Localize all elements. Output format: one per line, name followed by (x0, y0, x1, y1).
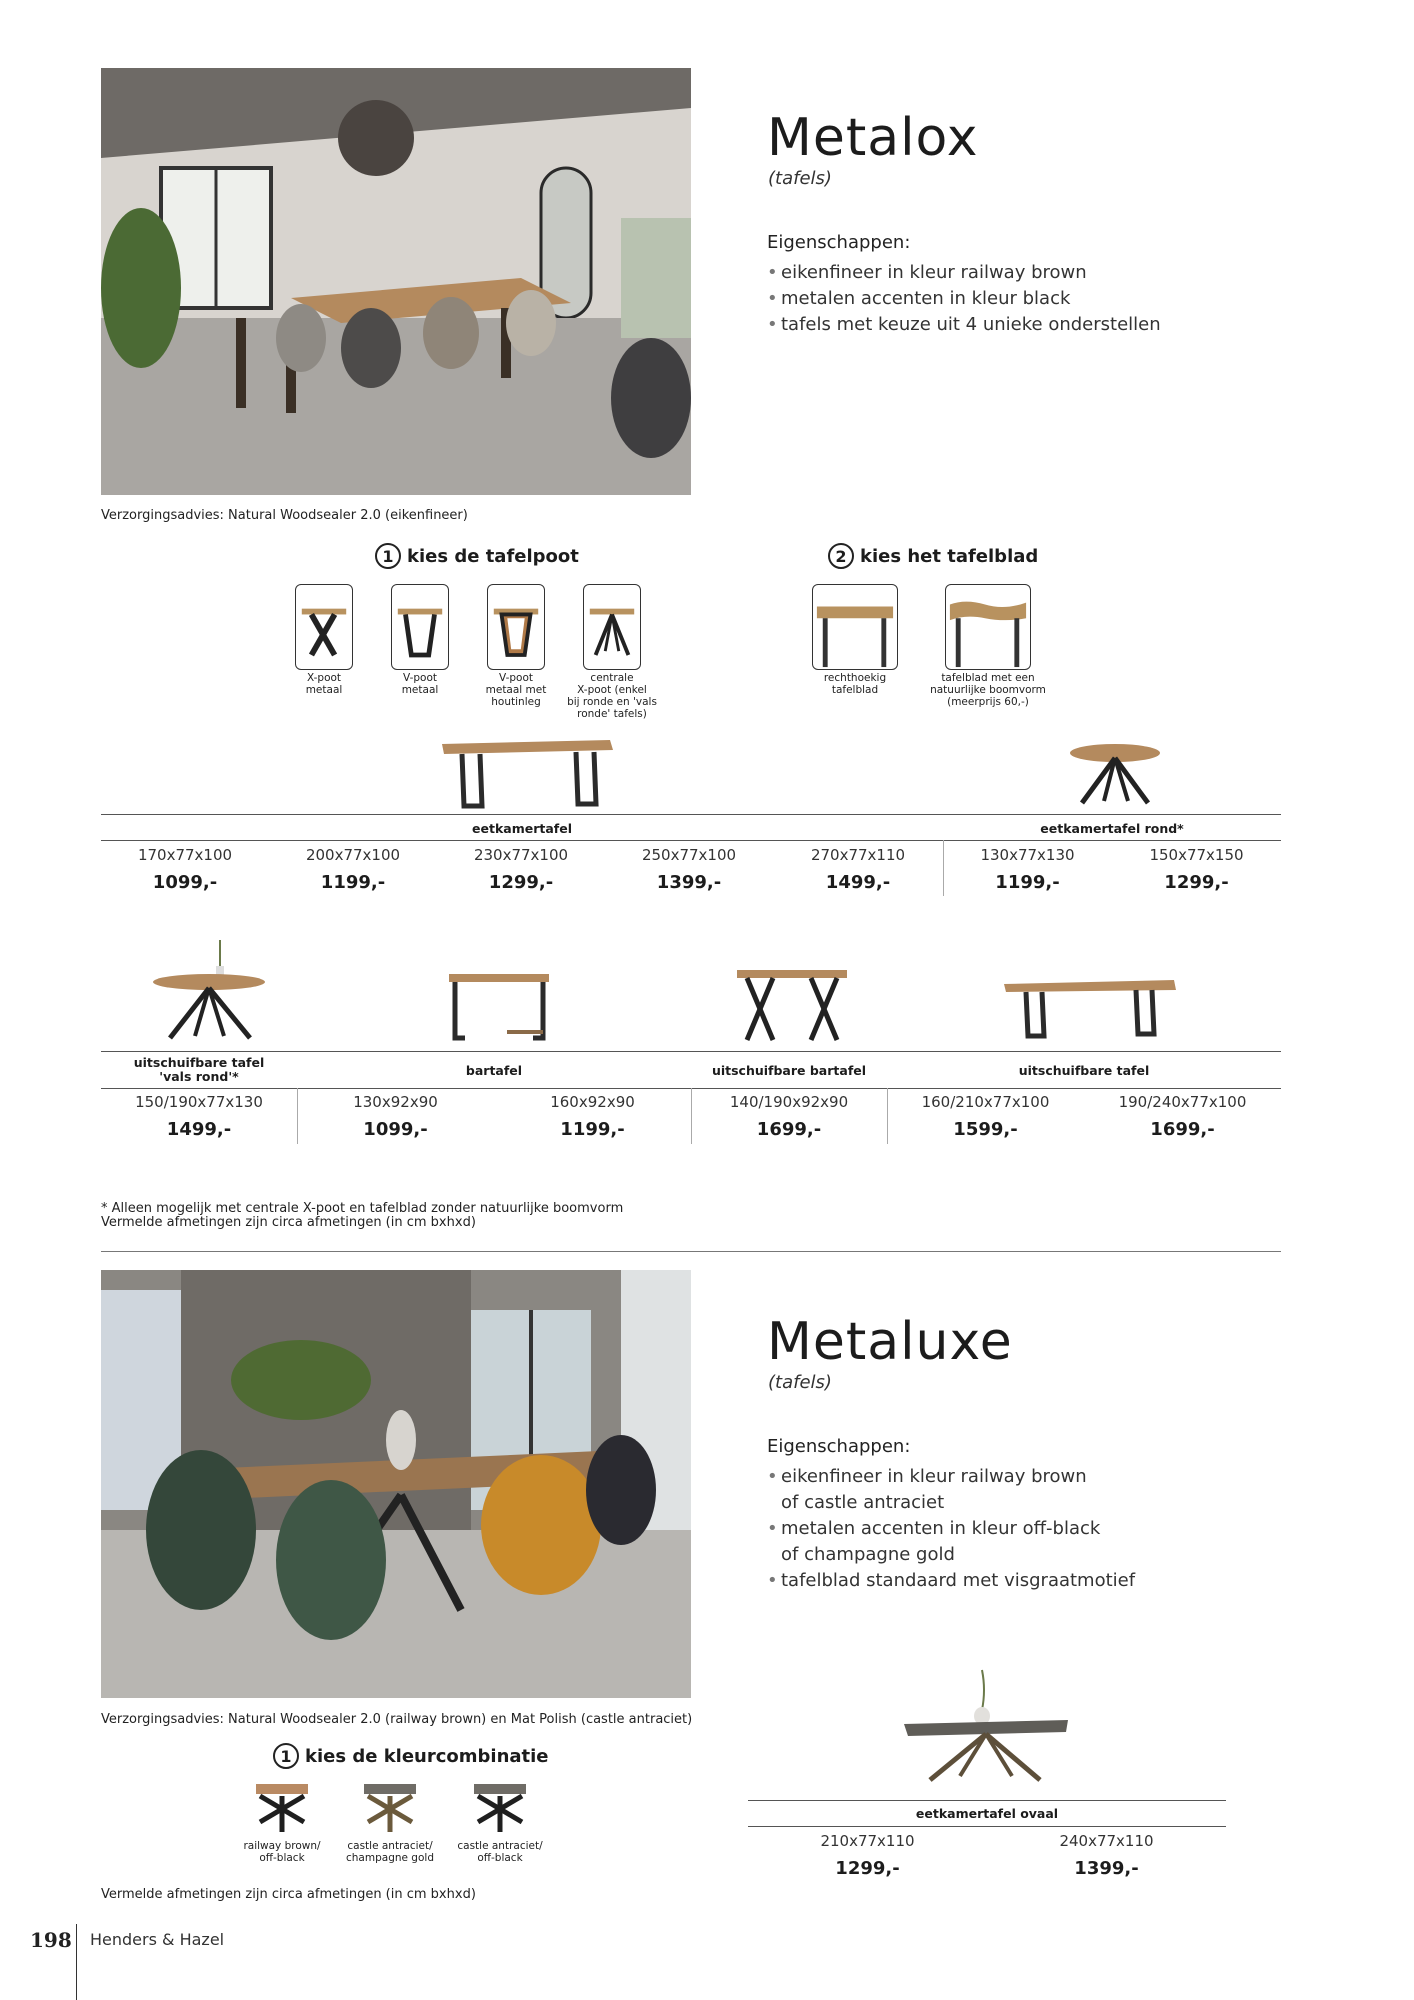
metaluxe-properties-list (767, 1464, 1367, 1594)
price-cell: 1599,- (953, 1119, 1018, 1140)
size-cell: 160/210x77x100 (921, 1093, 1050, 1111)
v-leg-wood-icon (487, 584, 545, 670)
size-cell: 170x77x100 (137, 846, 233, 864)
table1-header-round: eetkamertafel rond* (1040, 821, 1184, 836)
color-option-railway-brown-off-black[interactable] (232, 1782, 332, 1864)
step-title-text: kies het tafelblad (860, 545, 1039, 567)
footer-divider (76, 1924, 77, 2000)
size-cell: 140/190x92x90 (729, 1093, 849, 1111)
color-option-castle-antraciet-champagne-gold[interactable] (340, 1782, 440, 1864)
natural-edge-top-icon (945, 584, 1031, 670)
color-option-label: castle antraciet/ champagne gold (346, 1840, 434, 1864)
table1-top-rule (101, 814, 1281, 815)
metaluxe-table-header: eetkamertafel ovaal (915, 1806, 1059, 1821)
color-swatch-icon (254, 1782, 310, 1838)
price-cell: 1499,- (825, 872, 891, 893)
dimensions-note: Vermelde afmetingen zijn circa afmetingen (in cm bxhxd) (101, 1887, 476, 1902)
size-cell: 160x92x90 (550, 1093, 635, 1111)
swatch-top (474, 1784, 526, 1794)
metalox-property: • metalen accenten in kleur black (767, 286, 1367, 312)
price-cell: 1099,- (363, 1119, 428, 1140)
price-cell: 1299,- (488, 872, 554, 893)
metaluxe-subtitle: (tafels) (768, 1372, 832, 1393)
extendable-faux-round-table-image (150, 940, 268, 1042)
leg-option-central-x[interactable] (567, 584, 657, 720)
price-cell: 1299,- (835, 1858, 900, 1879)
page-number: 198 (30, 1928, 72, 1952)
metalox-subtitle: (tafels) (768, 168, 832, 189)
metaluxe-property: • tafelblad standaard met visgraatmotief (767, 1568, 1367, 1594)
leg-option-v-metal[interactable] (375, 584, 465, 696)
top-option-rectangular[interactable] (810, 584, 900, 696)
swatch-base (478, 1796, 522, 1832)
section-divider (101, 1251, 1281, 1252)
extendable-table-image (1000, 978, 1178, 1040)
swatch-top (256, 1784, 308, 1794)
central-x-leg-icon (583, 584, 641, 670)
oval-dining-table-image (900, 1668, 1072, 1786)
metalox-step-2-heading (828, 543, 1038, 569)
brand-name: Henders & Hazel (90, 1930, 225, 1949)
color-swatch-icon (472, 1782, 528, 1838)
size-cell: 150/190x77x130 (135, 1093, 263, 1111)
table2-header: uitschuifbare tafel 'vals rond'* (133, 1055, 265, 1084)
table1-header-dining: eetkamertafel (472, 821, 572, 836)
metaluxe-property: • metalen accenten in kleur off-black of champagne gold (767, 1516, 1367, 1568)
size-cell: 250x77x100 (641, 846, 737, 864)
metaluxe-room-photo (101, 1270, 691, 1698)
leg-option-v-metal-wood[interactable] (471, 584, 561, 708)
metalox-property: • tafels met keuze uit 4 unieke onderstellen (767, 312, 1367, 338)
price-cell: 1199,- (560, 1119, 625, 1140)
size-cell: 210x77x110 (820, 1832, 915, 1850)
metaluxe-title: Metaluxe (767, 1312, 1013, 1372)
footnote: * Alleen mogelijk met centrale X-poot en tafelblad zonder natuurlijke boomvorm (101, 1201, 624, 1216)
price-cell: 1299,- (1164, 872, 1229, 893)
rectangular-top-icon (812, 584, 898, 670)
price-cell: 1399,- (656, 872, 722, 893)
metalox-care-advice: Verzorgingsadvies: Natural Woodsealer 2.0 (eikenfineer) (101, 508, 468, 523)
metalox-property: • eikenfineer in kleur railway brown (767, 260, 1367, 286)
leg-option-label: X-poot metaal (305, 672, 343, 696)
swatch-base (368, 1796, 412, 1832)
price-cell: 1499,- (166, 1119, 232, 1140)
v-leg-icon (391, 584, 449, 670)
metaluxe-table-top-rule (748, 1800, 1226, 1801)
leg-option-label: V-poot metaal (401, 672, 439, 696)
top-option-natural-edge[interactable] (928, 584, 1048, 708)
metalox-title: Metalox (767, 108, 979, 168)
step-number: 1 (273, 1743, 299, 1769)
x-leg-icon (295, 584, 353, 670)
step-title-text: kies de kleurcombinatie (305, 1745, 549, 1767)
dining-table-round-image (1068, 743, 1163, 808)
swatch-base (260, 1796, 304, 1832)
dining-table-rect-image (440, 738, 615, 810)
metalox-properties-list (767, 260, 1367, 338)
top-option-label: tafelblad met een natuurlijke boomvorm (meerprijs 60,-) (930, 672, 1046, 708)
color-swatch-icon (362, 1782, 418, 1838)
step-number: 1 (375, 543, 401, 569)
metaluxe-care-advice: Verzorgingsadvies: Natural Woodsealer 2.0 (railway brown) en Mat Polish (castle antraciet) (101, 1712, 693, 1727)
size-cell: 240x77x110 (1059, 1832, 1154, 1850)
size-cell: 270x77x110 (810, 846, 906, 864)
price-cell: 1199,- (320, 872, 386, 893)
leg-option-x-metal[interactable] (279, 584, 369, 696)
table2-top-rule (101, 1051, 1281, 1052)
price-cell: 1099,- (152, 872, 218, 893)
table2-header: uitschuifbare tafel (1018, 1063, 1150, 1078)
table2-header: bartafel (465, 1063, 523, 1078)
price-cell: 1199,- (995, 872, 1060, 893)
size-cell: 190/240x77x100 (1118, 1093, 1247, 1111)
color-option-label: railway brown/ off-black (243, 1840, 321, 1864)
leg-option-label: V-poot metaal met houtinleg (485, 672, 547, 708)
metalox-room-photo (101, 68, 691, 495)
size-cell: 230x77x100 (473, 846, 569, 864)
metaluxe-step-1-heading (273, 1743, 549, 1769)
metalox-step-1-heading (375, 543, 579, 569)
metaluxe-properties-heading: Eigenschappen: (767, 1436, 911, 1457)
top-option-label: rechthoekig tafelblad (823, 672, 887, 696)
swatch-top (364, 1784, 416, 1794)
metaluxe-table-header-rule (748, 1826, 1226, 1827)
leg-option-label: centrale X-poot (enkel bij ronde en 'vals ronde' tafels) (567, 672, 657, 720)
size-cell: 130x92x90 (353, 1093, 438, 1111)
color-option-label: castle antraciet/ off-black (457, 1840, 543, 1864)
size-cell: 130x77x130 (980, 846, 1075, 864)
bar-table-image (447, 972, 552, 1042)
dimensions-note: Vermelde afmetingen zijn circa afmetingen (in cm bxhxd) (101, 1215, 476, 1230)
metalox-properties-heading: Eigenschappen: (767, 232, 911, 253)
extendable-bar-table-image (733, 968, 851, 1044)
size-cell: 150x77x150 (1149, 846, 1244, 864)
color-option-castle-antraciet-off-black[interactable] (450, 1782, 550, 1864)
metaluxe-property: • eikenfineer in kleur railway brown of castle antraciet (767, 1464, 1367, 1516)
step-number: 2 (828, 543, 854, 569)
price-cell: 1699,- (1150, 1119, 1215, 1140)
price-cell: 1399,- (1074, 1858, 1139, 1879)
table2-header: uitschuifbare bartafel (711, 1063, 867, 1078)
step-title-text: kies de tafelpoot (407, 545, 579, 567)
table1-header-rule (101, 840, 1281, 841)
size-cell: 200x77x100 (305, 846, 401, 864)
price-cell: 1699,- (756, 1119, 822, 1140)
